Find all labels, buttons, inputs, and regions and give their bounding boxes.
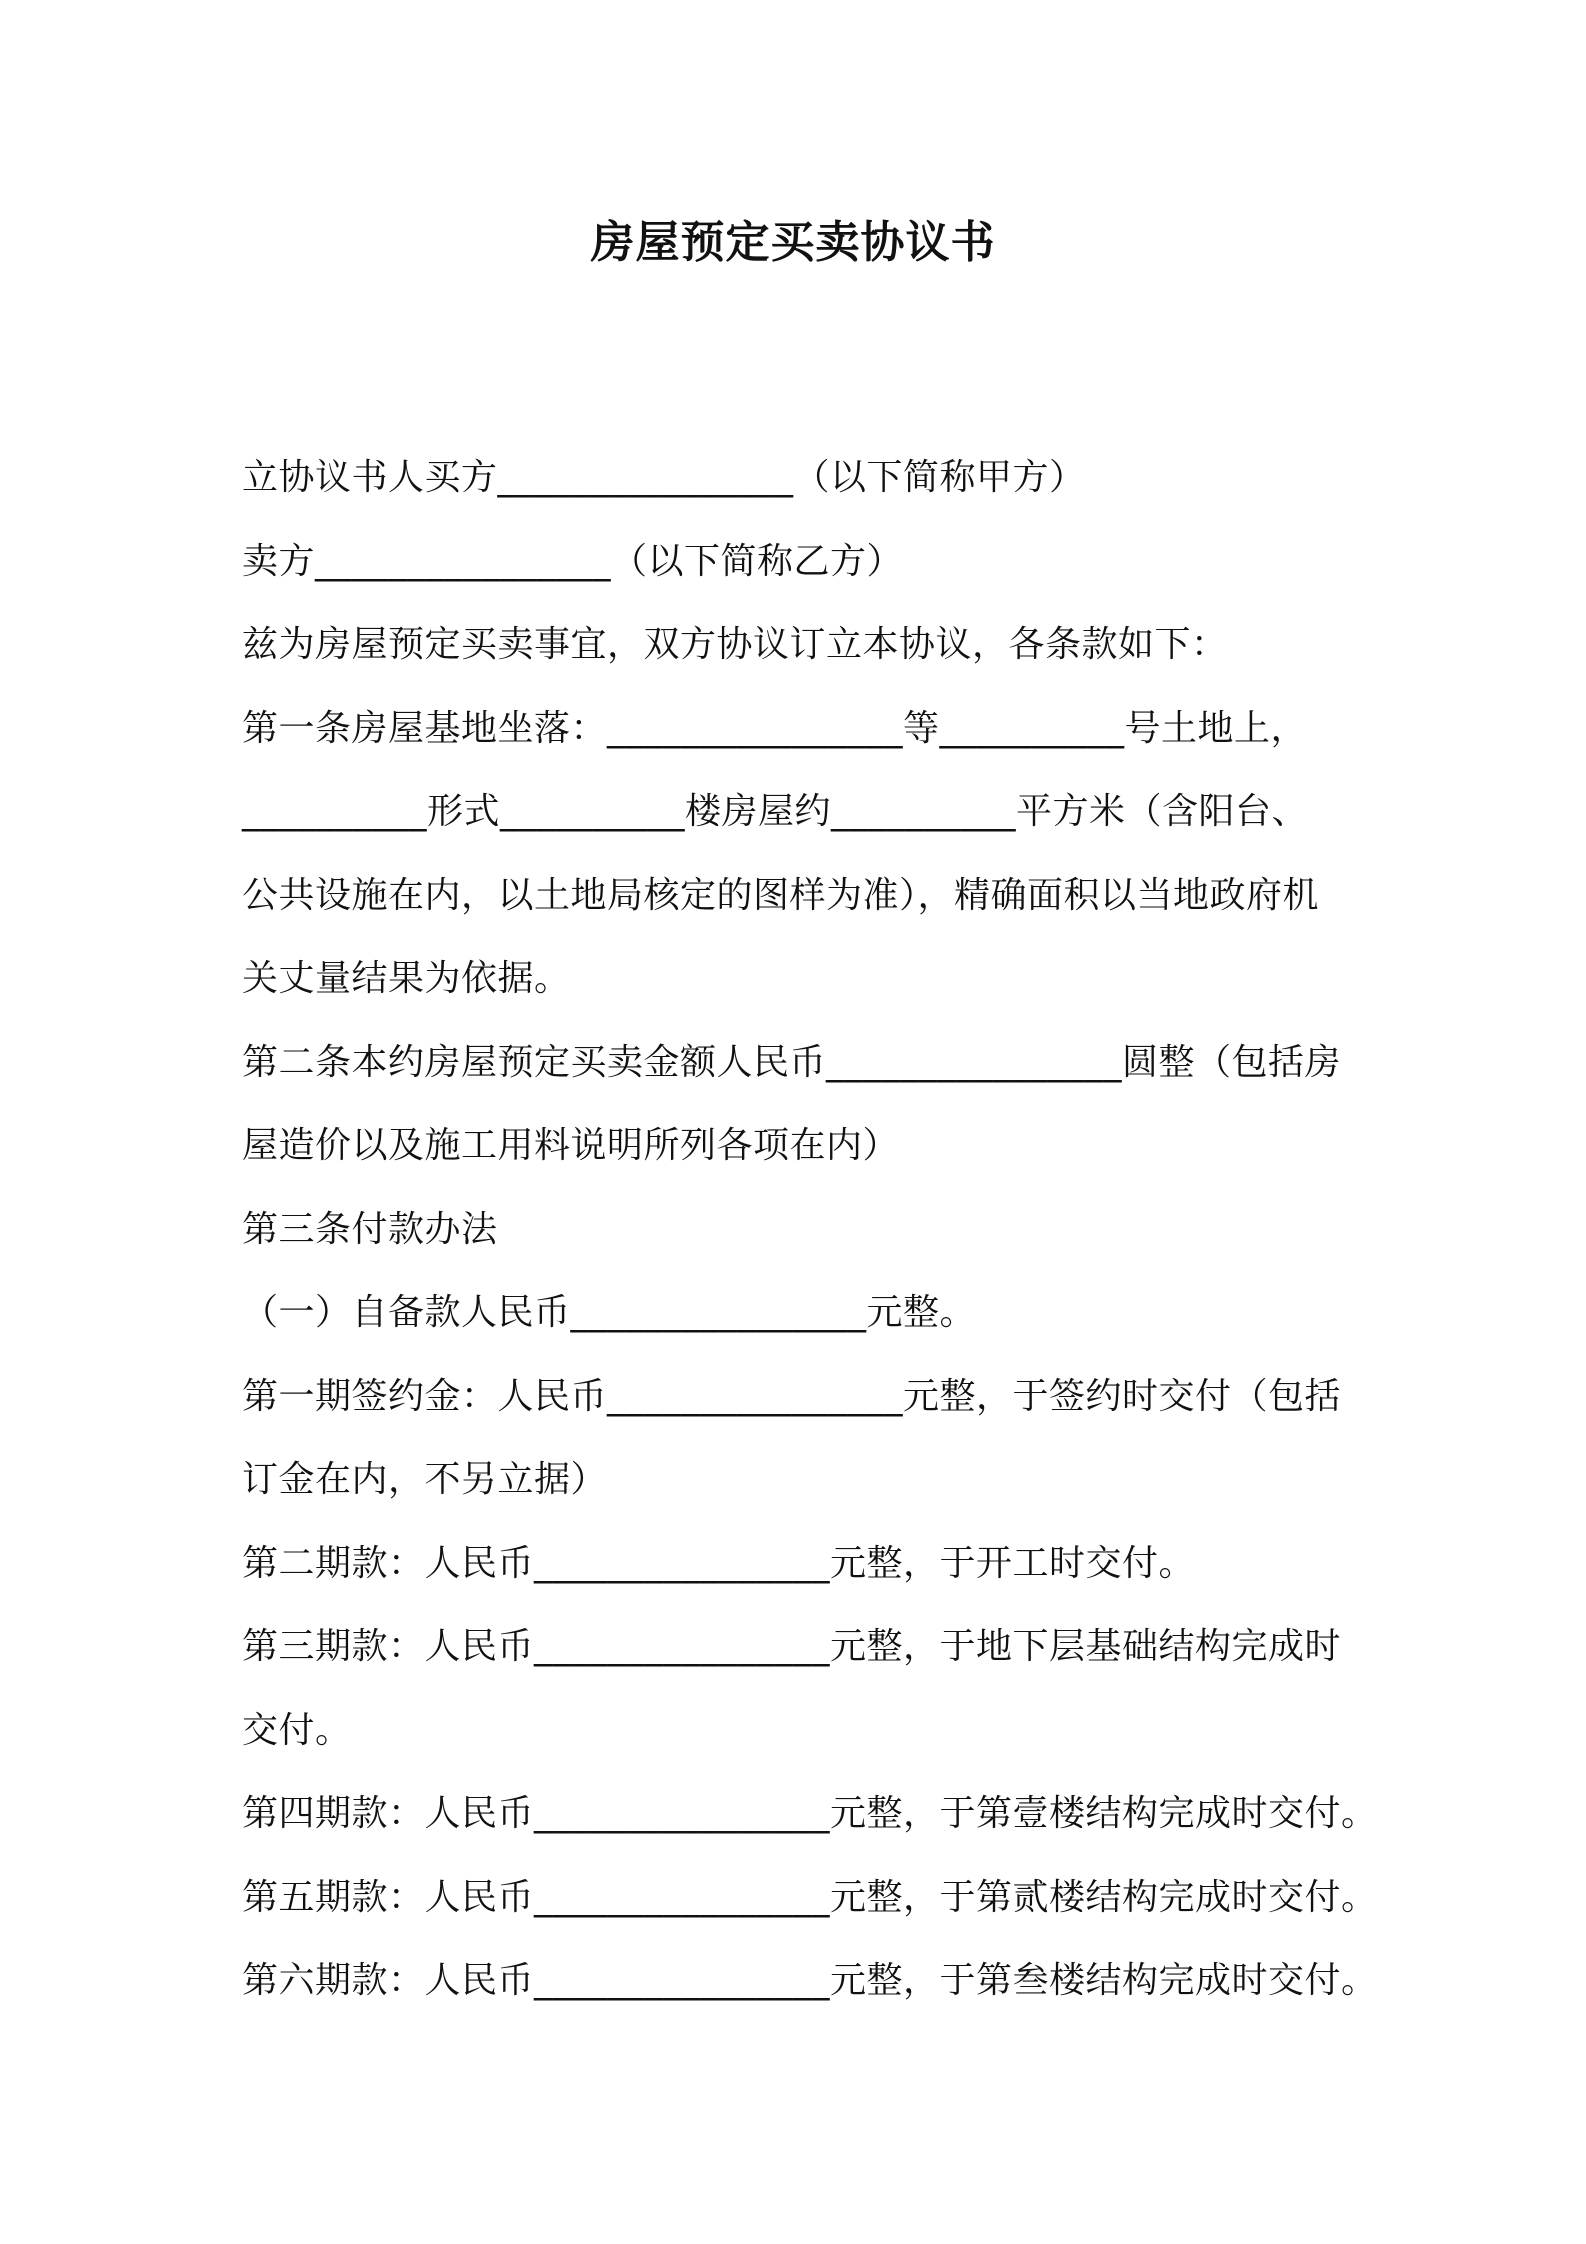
article-1-line-4: 关丈量结果为依据。 xyxy=(242,958,571,999)
buyer-line: 立协议书人买方________________（以下简称甲方） xyxy=(242,457,1086,498)
installment-2-line: 第二期款：人民币________________元整，于开工时交付。 xyxy=(242,1543,1196,1584)
article-3-heading: 第三条付款办法 xyxy=(242,1209,498,1250)
installment-3-line-1: 第三期款：人民币________________元整，于地下层基础结构完成时 xyxy=(242,1626,1342,1667)
installment-1-line-1: 第一期签约金：人民币________________元整，于签约时交付（包括 xyxy=(242,1376,1342,1417)
article-2-line-1: 第二条本约房屋预定买卖金额人民币________________圆整（包括房 xyxy=(242,1042,1342,1083)
own-funds-line: （一）自备款人民币________________元整。 xyxy=(242,1292,977,1333)
article-1-line-1: 第一条房屋基地坐落：________________等__________号土地上， xyxy=(242,708,1308,749)
article-1-line-3: 公共设施在内，以土地局核定的图样为准），精确面积以当地政府机 xyxy=(242,875,1320,916)
installment-6-line: 第六期款：人民币________________元整，于第叁楼结构完成时交付。 xyxy=(242,1960,1378,2001)
article-1-line-2: __________形式__________楼房屋约__________平方米（含阳台、 xyxy=(242,791,1309,832)
article-2-line-2: 屋造价以及施工用料说明所列各项在内） xyxy=(242,1125,900,1166)
installment-4-line: 第四期款：人民币________________元整，于第壹楼结构完成时交付。 xyxy=(242,1793,1378,1834)
preamble-line: 兹为房屋预定买卖事宜，双方协议订立本协议，各条款如下： xyxy=(242,624,1228,665)
installment-5-line: 第五期款：人民币________________元整，于第贰楼结构完成时交付。 xyxy=(242,1877,1378,1918)
document-title: 房屋预定买卖协议书 xyxy=(590,217,996,268)
installment-3-line-2: 交付。 xyxy=(242,1710,352,1751)
seller-line: 卖方________________（以下简称乙方） xyxy=(242,541,904,582)
installment-1-line-2: 订金在内，不另立据） xyxy=(242,1459,608,1500)
